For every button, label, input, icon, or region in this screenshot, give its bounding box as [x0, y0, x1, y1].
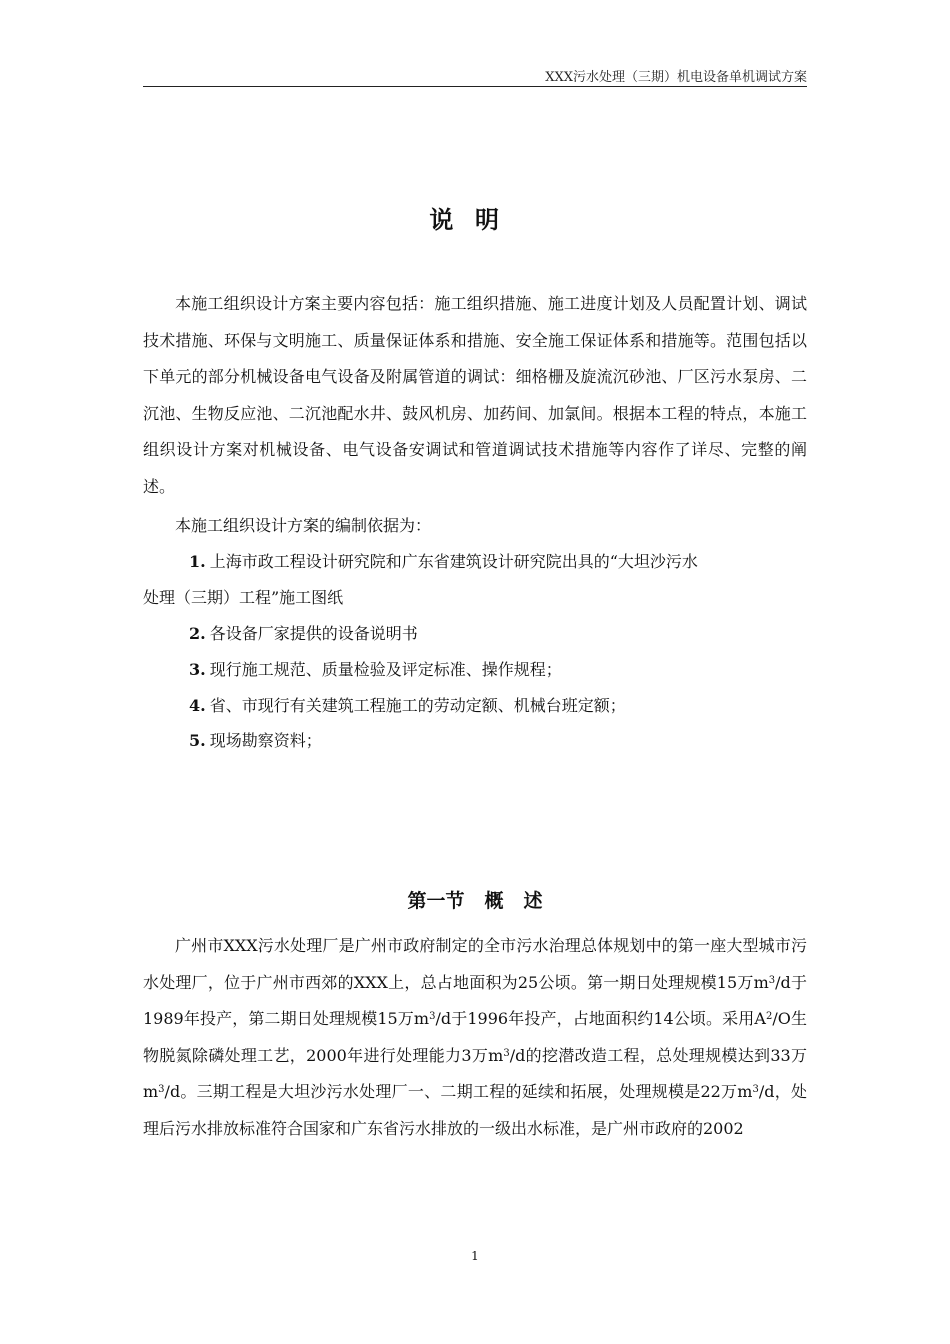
intro-paragraph-1: 本施工组织设计方案主要内容包括：施工组织措施、施工进度计划及人员配置计划、调试技术措施、环保与文明施工、质量保证体系和措施、安全施工保证体系和措施等。范围包括以下单元的部分机械设备电气设备及附属管道的调试：细格栅及旋流沉砂池、厂区污水泵房、二沉池、生物反应池、二沉池配水井、鼓风机房、加药间、加氯间。根据本工程的特点，本施工组织设计方案对机械设备、电气设备安调试和管道调试技术措施等内容作了详尽、完整的阐述。	[143, 294, 807, 496]
overview-text: /d的挖潜改造工程，总处理规模达到33万m	[143, 1045, 807, 1101]
overview-text: /d于1989年投产，第二期日处理规模15万m	[143, 972, 807, 1028]
basis-item-5	[143, 723, 807, 760]
basis-item-1	[143, 544, 807, 581]
superscript: 2	[765, 1011, 773, 1022]
basis-item-text: 上海市政工程设计研究院和广东省建筑设计研究院出具的“大坦沙污水	[209, 552, 698, 571]
overview-text: /d，处理后污水排放标准符合国家和广东省污水排放的一级出水标准，是广州市政府的2002	[143, 1082, 807, 1138]
section-heading	[143, 886, 807, 913]
section-number: 第一节	[407, 890, 465, 912]
basis-item-number: 1.	[189, 552, 206, 571]
page-number: 1	[471, 1249, 479, 1263]
basis-item-3	[143, 652, 807, 689]
basis-item-1-continued	[143, 580, 807, 617]
basis-item-text: 处理（三期）工程”施工图纸	[143, 588, 344, 607]
overview-paragraph	[143, 928, 807, 1147]
overview-text: /d。三期工程是大坦沙污水处理厂一、二期工程的延续和拓展，处理规模是22万m	[164, 1082, 753, 1101]
page-title: 说明	[429, 205, 521, 234]
section-title-char: 述	[523, 890, 543, 912]
basis-item-number: 2.	[189, 624, 206, 643]
intro-paragraph-2: 本施工组织设计方案的编制依据为：	[175, 516, 432, 535]
basis-item-number: 4.	[189, 696, 206, 715]
section-title-char: 概	[484, 890, 504, 912]
basis-item-text: 现场勘察资料；	[209, 731, 322, 750]
superscript: 3	[429, 1011, 436, 1022]
basis-item-text: 省、市现行有关建筑工程施工的劳动定额、机械台班定额；	[209, 696, 626, 715]
overview-text: /d于1996年投产，占地面积约14公顷。采用A	[435, 1009, 766, 1028]
superscript: 3	[503, 1047, 510, 1059]
basis-item-2	[143, 616, 807, 653]
basis-item-number: 3.	[189, 660, 206, 679]
basis-item-4	[143, 688, 807, 725]
overview-text: 广州市XXX污水处理厂是广州市政府制定的全市污水治理总体规划中的第一座大型城市污水处理厂，位于广州市西郊的XXX上，总占地面积为25公顷。第一期日处理规模15万m	[143, 936, 807, 992]
page-header	[143, 66, 807, 87]
overview-text: /O生物脱氮除磷处理工艺，2000年进行处理能力3万m	[143, 1009, 807, 1065]
superscript: 3	[768, 974, 776, 986]
basis-item-text: 现行施工规范、质量检验及评定标准、操作规程；	[209, 660, 562, 679]
header-text: XXX污水处理（三期）机电设备单机调试方案	[545, 70, 807, 85]
basis-item-number: 5.	[189, 731, 206, 750]
basis-item-text: 各设备厂家提供的设备说明书	[209, 624, 418, 643]
superscript: 3	[158, 1084, 165, 1095]
superscript: 3	[752, 1084, 759, 1095]
